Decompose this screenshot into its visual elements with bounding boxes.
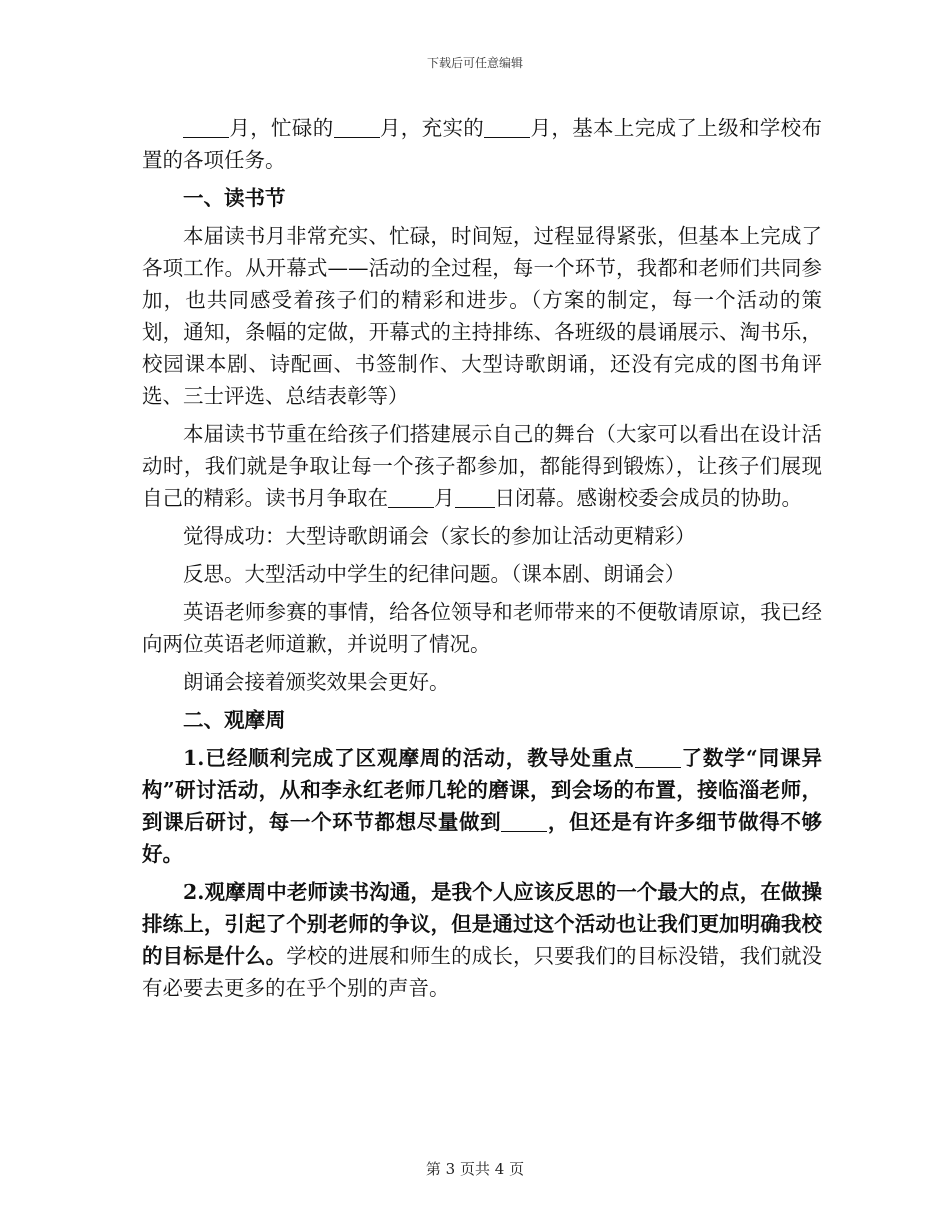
item2-text-bold: 2.观摩周中老师读书沟通，是我个人应该反思的一个最大的点，在做操排练上，引起了个别老师的争议，但是通过这个活动也让我们更加明确我校的目标是什么。 — [142, 880, 822, 968]
section1-paragraph-3: 觉得成功：大型诗歌朗诵会（家长的参加让活动更精彩） — [183, 524, 696, 548]
item1-text-c: ，但还是有许多细节做得不够好。 — [142, 810, 822, 866]
section1-paragraph-2 — [142, 418, 822, 514]
section1-paragraph-6: 朗诵会接着颁奖效果会更好。 — [183, 670, 450, 694]
item1-text-a: 1.已经顺利完成了区观摩周的活动，教导处重点 — [183, 746, 635, 770]
intro-text-1: 月，忙碌的 — [229, 116, 334, 140]
section1-paragraph-4: 反思。大型活动中学生的纪律问题。（课本剧、朗诵会） — [183, 562, 686, 586]
section2-item-1 — [142, 742, 822, 870]
intro-text-2: 月，充实的 — [379, 116, 485, 140]
blank-line — [388, 487, 434, 508]
p2-text-b: 月 — [434, 486, 455, 510]
blank-line — [183, 117, 229, 138]
section1-title: 一、读书节 — [183, 186, 286, 210]
section2-title: 二、观摩周 — [183, 708, 286, 732]
section1-paragraph-5: 英语老师参赛的事情，给各位领导和老师带来的不便敬请原谅，我已经向两位英语老师道歉，并说明了情况。 — [142, 600, 822, 656]
blank-line — [334, 117, 380, 138]
section1-paragraph-1: 本届读书月非常充实、忙碌，时间短，过程显得紧张，但基本上完成了各项工作。从开幕式——活动的全过程，每一个环节，我都和老师们共同参加，也共同感受着孩子们的精彩和进步。（方案的制定，每一个活动的策划，通知，条幅的定做，开幕式的主持排练、各班级的晨诵展示、淘书乐，校园课本剧、诗配画、书签制作、大型诗歌朗诵，还没有完成的图书角评选、三士评选、总结表彰等） — [142, 224, 822, 408]
p2-text-c: 日闭幕。感谢校委会成员的协助。 — [494, 486, 802, 510]
page-footer: 第 3 页共 4 页 — [425, 1160, 525, 1178]
blank-line — [455, 487, 495, 508]
blank-line — [501, 811, 547, 832]
item2-text-normal: 学校的进展和师生的成长，只要我们的目标没错，我们就没有必要去更多的在乎个别的声音。 — [142, 944, 822, 1000]
document-body — [142, 112, 822, 1010]
item1-text-b: 了数学“同课异构”研讨活动，从和李永红老师几轮的磨课，到会场的布置，接临淄老师，到课后研讨，每一个环节都想尽量做到 — [142, 746, 822, 834]
intro-text-3: 月，基本上完成了上级和学校布置的各项任务。 — [142, 116, 823, 172]
p2-text-a: 本届读书节重在给孩子们搭建展示自己的舞台（大家可以看出在设计活动时，我们就是争取让每一个孩子都参加，都能得到锻炼），让孩子们展现自己的精彩。读书月争取在 — [142, 422, 822, 510]
page-header: 下载后可任意编辑 — [426, 56, 523, 70]
section2-item-2 — [142, 876, 822, 1004]
intro-paragraph — [142, 112, 822, 176]
blank-line — [635, 747, 681, 768]
blank-line — [484, 117, 530, 138]
